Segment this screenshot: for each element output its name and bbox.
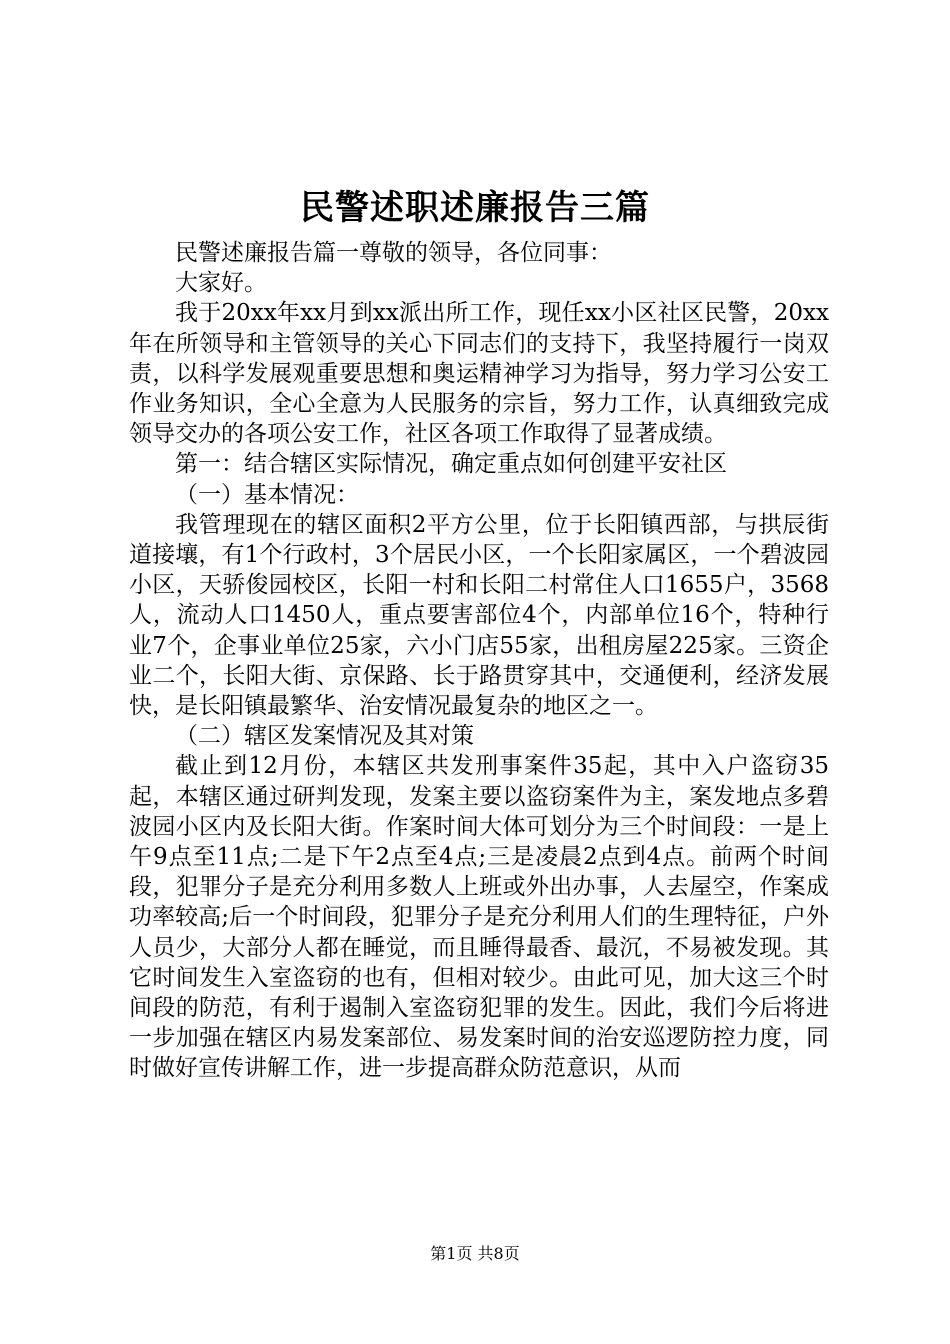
subsection-heading-cases: （二）辖区发案情况及其对策: [175, 723, 474, 750]
section-heading-first: 第一：结合辖区实际情况，确定重点如何创建平安社区: [175, 451, 727, 478]
subsection-heading-basic: （一）基本情况：: [175, 481, 359, 508]
paragraph-greeting: 民警述廉报告篇一尊敬的领导，各位同事：: [175, 240, 612, 266]
paragraph-basic-situation: 我管理现在的辖区面积2平方公里，位于长阳镇西部，与拱辰街道接壤，有1个行政村，3个居民小区，一个长阳家属区，一个碧波园小区，天骄俊园校区，长阳一村和长阳二村常住人口1655户，3568人，流动人口1450人，重点要害部位4个，内部单位16个，特种行业7个，企事业单位25家，六小门店55家，出租房屋225家。三资企业二个，长阳大街、京保路、长于路贯穿其中，交通便利，经济发展快，是长阳镇最繁华、治安情况最复杂的地区之一。: [129, 511, 829, 720]
paragraph-intro: 我于20xx年xx月到xx派出所工作，现任xx小区社区民警，20xx年在所领导和主管领导的关心下同志们的支持下，我坚持履行一岗双责，以科学发展观重要思想和奥运精神学习为指导，努力学习公安工作业务知识，全心全意为人民服务的宗旨，努力工作，认真细致完成领导交办的各项公安工作，社区各项工作取得了显著成绩。: [129, 300, 829, 448]
page-footer: 第1页 共8页: [430, 1244, 520, 1263]
paragraph-hello: 大家好。: [175, 270, 267, 297]
paragraph-cases: 截止到12月份，本辖区共发刑事案件35起，其中入户盗窃35起，本辖区通过研判发现，发案主要以盗窃案件为主，案发地点多碧波园小区内及长阳大街。作案时间大体可划分为三个时间段：一是上午9点至11点;二是下午2点至4点;三是凌晨2点到4点。前两个时间段，犯罪分子是充分利用多数人上班或外出办事，人去屋空，作案成功率较高;后一个时间段，犯罪分子是充分利用人们的生理特征，户外人员少，大部分人都在睡觉，而且睡得最香、最沉，不易被发现。其它时间发生入室盗窃的也有，但相对较少。由此可见，加大这三个时间段的防范，有利于遏制入室盗窃犯罪的发生。因此，我们今后将进一步加强在辖区内易发案部位、易发案时间的治安巡逻防控力度，同时做好宣传讲解工作，进一步提高群众防范意识，从而: [129, 753, 829, 1082]
document-title: 民警述职述廉报告三篇: [300, 188, 650, 228]
document-body: [129, 238, 829, 1084]
